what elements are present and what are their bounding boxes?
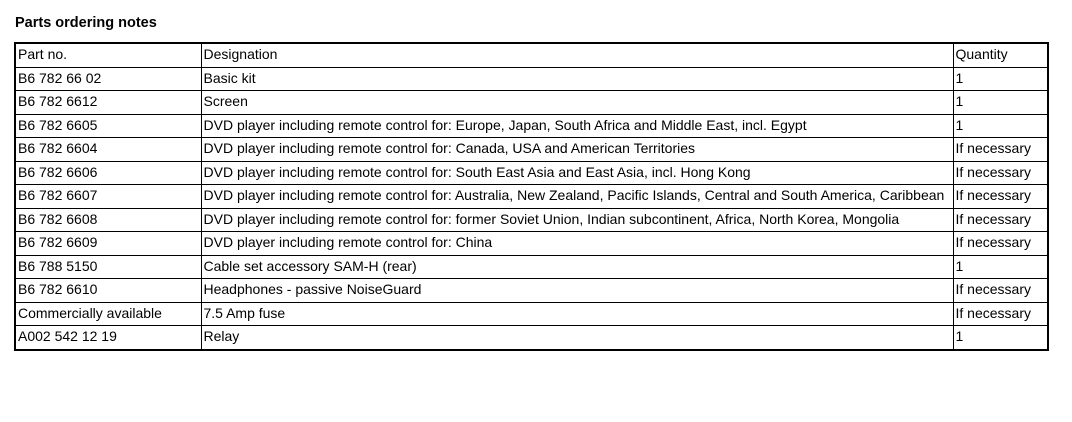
- part-no-cell: B6 782 66 02: [15, 67, 201, 91]
- designation-cell: DVD player including remote control for: Australia, New Zealand, Pacific Islands, Central and South America, Caribbean: [201, 185, 953, 209]
- quantity-cell: 1: [953, 91, 1048, 115]
- designation-cell: Screen: [201, 91, 953, 115]
- quantity-cell: If necessary: [953, 161, 1048, 185]
- part-no-cell: B6 782 6610: [15, 279, 201, 303]
- designation-cell: DVD player including remote control for: former Soviet Union, Indian subcontinent, Africa, North Korea, Mongolia: [201, 208, 953, 232]
- part-no-cell: Commercially available: [15, 302, 201, 326]
- page-title: Parts ordering notes: [15, 15, 157, 31]
- part-no-cell: A002 542 12 19: [15, 326, 201, 350]
- quantity-cell: 1: [953, 255, 1048, 279]
- table-row: [15, 232, 1048, 256]
- designation-cell: Relay: [201, 326, 953, 350]
- quantity-cell: If necessary: [953, 185, 1048, 209]
- part-no-cell: B6 788 5150: [15, 255, 201, 279]
- quantity-cell: 1: [953, 114, 1048, 138]
- quantity-cell: 1: [953, 326, 1048, 350]
- header-part-no: Part no.: [15, 43, 201, 67]
- part-no-cell: B6 782 6609: [15, 232, 201, 256]
- table-row: [15, 114, 1048, 138]
- designation-cell: DVD player including remote control for: Europe, Japan, South Africa and Middle East, incl. Egypt: [201, 114, 953, 138]
- designation-cell: DVD player including remote control for: China: [201, 232, 953, 256]
- table-row: [15, 161, 1048, 185]
- quantity-cell: If necessary: [953, 208, 1048, 232]
- parts-table: [14, 42, 1049, 351]
- table-row: [15, 326, 1048, 350]
- table-row: [15, 138, 1048, 162]
- quantity-cell: If necessary: [953, 279, 1048, 303]
- designation-cell: DVD player including remote control for: South East Asia and East Asia, incl. Hong Kong: [201, 161, 953, 185]
- designation-cell: DVD player including remote control for: Canada, USA and American Territories: [201, 138, 953, 162]
- quantity-cell: If necessary: [953, 138, 1048, 162]
- table-row: [15, 208, 1048, 232]
- part-no-cell: B6 782 6607: [15, 185, 201, 209]
- table-row: [15, 185, 1048, 209]
- designation-cell: 7.5 Amp fuse: [201, 302, 953, 326]
- header-quantity: Quantity: [953, 43, 1048, 67]
- header-designation: Designation: [201, 43, 953, 67]
- part-no-cell: B6 782 6606: [15, 161, 201, 185]
- table-row: [15, 279, 1048, 303]
- part-no-cell: B6 782 6604: [15, 138, 201, 162]
- designation-cell: Basic kit: [201, 67, 953, 91]
- quantity-cell: 1: [953, 67, 1048, 91]
- table-row: [15, 255, 1048, 279]
- table-row: [15, 302, 1048, 326]
- designation-cell: Headphones - passive NoiseGuard: [201, 279, 953, 303]
- quantity-cell: If necessary: [953, 302, 1048, 326]
- part-no-cell: B6 782 6608: [15, 208, 201, 232]
- table-row: [15, 67, 1048, 91]
- part-no-cell: B6 782 6605: [15, 114, 201, 138]
- table-row: [15, 91, 1048, 115]
- table-header-row: [15, 43, 1048, 67]
- part-no-cell: B6 782 6612: [15, 91, 201, 115]
- designation-cell: Cable set accessory SAM-H (rear): [201, 255, 953, 279]
- quantity-cell: If necessary: [953, 232, 1048, 256]
